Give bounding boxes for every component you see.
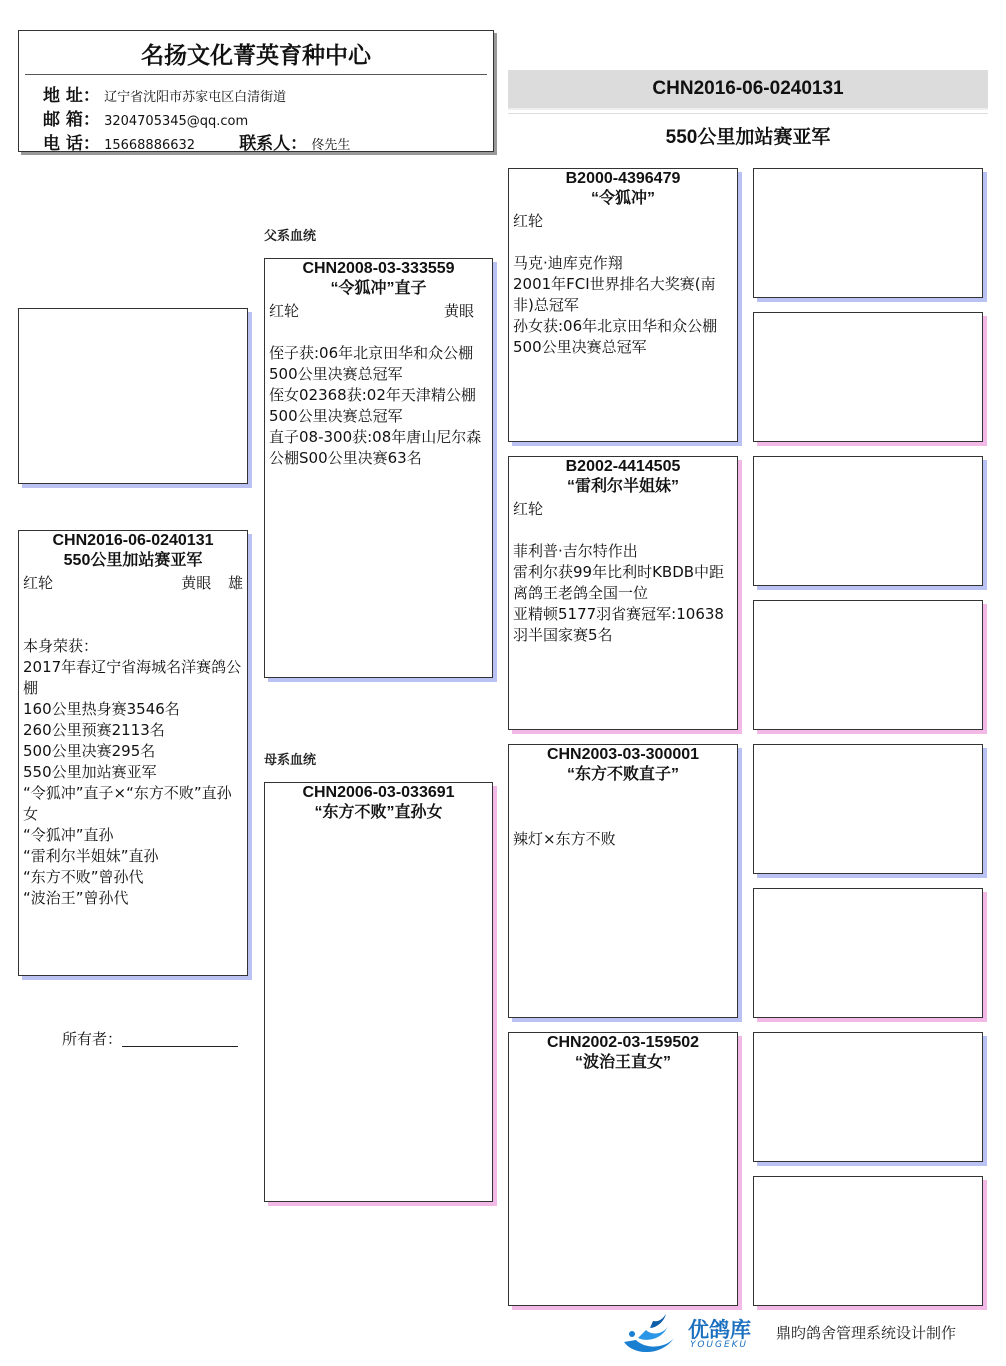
subject-note: “令狐冲”直孙: [23, 826, 114, 844]
dd-name: “波治王直女”: [574, 1054, 671, 1071]
dam-name: “东方不败”直孙女: [314, 804, 443, 821]
dam-card: [264, 782, 493, 1202]
sire-color: 红轮: [269, 302, 300, 320]
ds-card: [508, 744, 738, 1018]
subject-note: 160公里热身赛3546名: [23, 700, 180, 718]
sd-note: 亚精顿5177羽省赛冠军:10638羽半国家赛5名: [513, 605, 724, 644]
subject-note: 2017年春辽宁省海城名洋赛鸽公棚: [23, 658, 242, 697]
top-ring: CHN2016-06-0240131: [652, 78, 844, 99]
dam-ring: CHN2006-03-033691: [302, 784, 455, 801]
subject-color: 红轮: [23, 574, 54, 592]
swirl-logo-icon: [620, 1312, 686, 1356]
owner-label: 所有者：: [62, 1030, 123, 1048]
subject-traits: [19, 573, 247, 594]
top-ring-band: [508, 70, 988, 110]
contact-label: 联系人：: [239, 134, 308, 154]
sd-note: 菲利普·吉尔特作出: [513, 542, 638, 560]
sd-ring: B2002-4414505: [565, 458, 681, 475]
sire-card: [264, 258, 493, 678]
header-box: [18, 30, 494, 152]
top-achievement: 550公里加站赛亚军: [665, 127, 831, 148]
dd-card: [508, 1032, 738, 1306]
subject-note: “东方不败”曾孙代: [23, 868, 144, 886]
sire-ring: CHN2008-03-333559: [302, 260, 455, 277]
ds-note: 辣灯×东方不败: [513, 830, 616, 848]
email-value: 3204705345@qq.com: [104, 114, 249, 129]
sire-name: “令狐冲”直子: [330, 280, 427, 297]
ggp-box: [753, 888, 983, 1018]
subject-ring: CHN2016-06-0240131: [52, 532, 214, 549]
phone-value: 15668886632: [104, 138, 196, 153]
ggp-box: [753, 312, 983, 442]
phone-label: 电 话：: [43, 134, 100, 154]
subject-note: “波治王”曾孙代: [23, 889, 129, 907]
sd-card: [508, 456, 738, 730]
loft-title: 名扬文化菁英育种中心: [141, 42, 371, 68]
subject-title: 550公里加站赛亚军: [63, 552, 203, 569]
ggp-box: [753, 456, 983, 586]
sire-eye: 黄眼: [443, 302, 474, 320]
top-band-rule: [508, 113, 988, 114]
ss-card: [508, 168, 738, 442]
subject-note: 260公里预赛2113名: [23, 721, 165, 739]
subject-note: 500公里决赛295名: [23, 742, 156, 760]
sd-color: 红轮: [513, 500, 544, 518]
ggp-box: [753, 600, 983, 730]
ggp-box: [753, 744, 983, 874]
ss-ring: B2000-4396479: [565, 170, 681, 187]
subject-note: “令狐冲”直子×“东方不败”直孙女: [23, 784, 232, 823]
footer-brand-en: YOUGEKU: [690, 1340, 749, 1350]
footer-brand: 优鸽库: [688, 1319, 751, 1342]
photo-box: [18, 308, 248, 484]
sire-note: 侄子获:06年北京田华和众公棚500公里决赛总冠军: [269, 344, 474, 383]
ss-name: “令狐冲”: [590, 190, 655, 207]
ggp-box: [753, 1032, 983, 1162]
address-value: 辽宁省沈阳市苏家屯区白清街道: [104, 90, 287, 105]
sd-name: “雷利尔半姐妹”: [566, 478, 679, 495]
owner-line: [122, 1046, 238, 1047]
footer-credit: 鼎昀鸽舍管理系统设计制作: [776, 1324, 957, 1342]
subject-sex: 雄: [227, 574, 243, 592]
address-label: 地 址：: [43, 86, 100, 106]
subject-card: [18, 530, 248, 976]
ss-color: 红轮: [513, 212, 544, 230]
sire-note: 侄女02368获:02年天津精公棚500公里决赛总冠军: [269, 386, 476, 425]
ggp-box: [753, 168, 983, 298]
owner-row: [62, 1028, 238, 1049]
header-divider: [25, 74, 487, 75]
ss-note: 马克·迪库克作翔: [513, 254, 623, 272]
subject-note: “雷利尔半姐妹”直孙: [23, 847, 159, 865]
footer: [620, 1312, 990, 1358]
subject-note: 550公里加站赛亚军: [23, 763, 157, 781]
ggp-box: [753, 1176, 983, 1306]
sire-note: 直子08-300获:08年唐山尼尔森公棚S00公里决赛63名: [269, 428, 482, 467]
sd-note: 雷利尔获99年比利时KBDB中距离鸽王老鸽全国一位: [513, 563, 725, 602]
dam-line-label: 母系血统: [264, 752, 317, 767]
dd-ring: CHN2002-03-159502: [546, 1034, 700, 1051]
subject-eye: 黄眼: [181, 574, 212, 592]
sire-line-label: 父系血统: [264, 228, 317, 243]
email-label: 邮 箱：: [43, 110, 100, 130]
ss-note: 2001年FCI世界排名大奖赛(南非)总冠军: [513, 275, 716, 314]
ss-note: 孙女获:06年北京田华和众公棚500公里决赛总冠军: [513, 317, 718, 356]
sire-traits: [265, 301, 492, 322]
ds-ring: CHN2003-03-300001: [546, 746, 700, 763]
subject-note: 本身荣获：: [23, 637, 99, 655]
ds-name: “东方不败直子”: [566, 766, 679, 783]
contact-value: 佟先生: [311, 138, 351, 153]
